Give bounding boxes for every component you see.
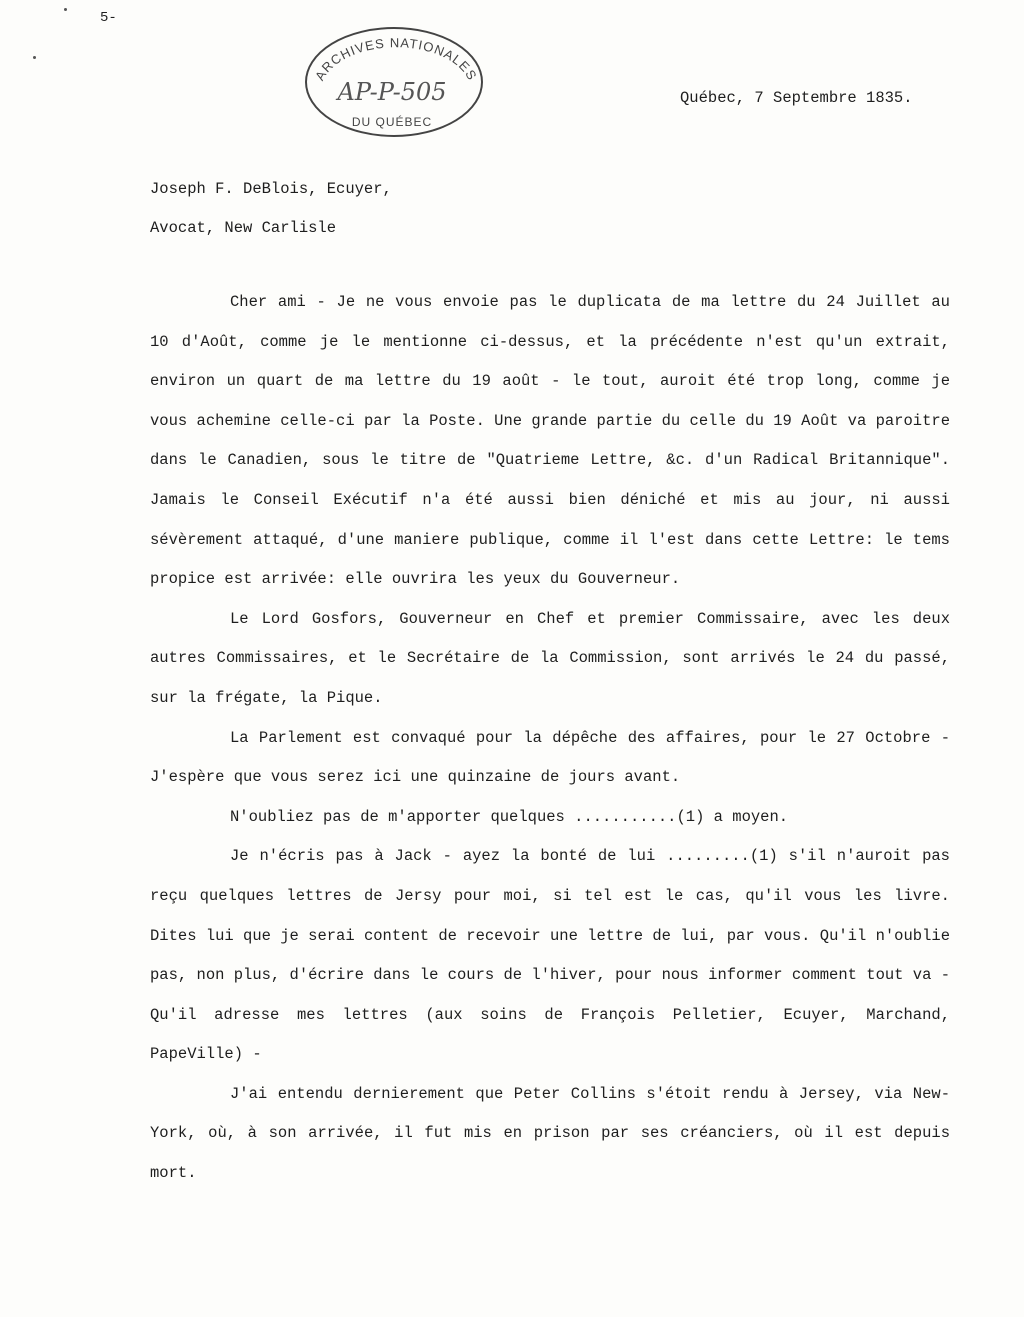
paragraph-5: Je n'écris pas à Jack - ayez la bonté de lui .........(1) s'il n'auroit pas reçu quelques lettres de Jersy pour moi, si tel est le cas, qu'il vous les livre. Dites lui que je serai content de recevoir une lettre de lui, par vous. Qu'il n'oublie pas, non plus, d'écrire dans le cours de l'hiver, pour nous informer comment tout va - Qu'il adresse mes lettres (aux soins de François Pelletier, Ecuyer, Marchand, PapeVille) - <box>150 847 950 1064</box>
letter-date: Québec, 7 Septembre 1835. <box>680 89 913 107</box>
paragraph-1: Cher ami - Je ne vous envoie pas le duplicata de ma lettre du 24 Juillet au 10 d'Août, comme je le mentionne ci-dessus, et la précédente n'est qu'un extrait, environ un quart de ma lettre du 19 août - le tout, auroit été trop long, comme je vous achemine celle-ci par la Poste. Une grande partie du celle du 19 Août va paroitre dans le Canadien, sous le titre de "Quatrieme Lettre, &c. d'un Radical Britannique". Jamais le Conseil Exécutif n'a été aussi bien déniché et mis au jour, ni aussi sévèrement attaqué, d'une maniere publique, comme il l'est dans cette Lettre: le tems propice est arrivée: elle ouvrira les yeux du Gouverneur. <box>150 293 950 589</box>
paragraph-3: La Parlement est convaqué pour la dépêche des affaires, pour le 27 Octobre - J'espère que vous serez ici une quinzaine de jours avant. <box>150 728 950 787</box>
archive-stamp <box>300 22 490 142</box>
page-number: 5- <box>100 10 117 26</box>
scan-speck <box>33 56 36 59</box>
addressee-block <box>150 170 392 248</box>
paragraph-4: N'oubliez pas de m'apporter quelques ...........(1) a moyen. <box>230 807 789 826</box>
paragraph-6: J'ai entendu dernierement que Peter Collins s'étoit rendu à Jersey, via New-York, où, à son arrivée, il fut mis en prison par ses créanciers, où il est depuis mort. <box>150 1084 950 1183</box>
addressee-location: Avocat, New Carlisle <box>150 219 337 237</box>
stamp-location: DU QUÉBEC <box>351 115 433 129</box>
paragraph-2: Le Lord Gosfors, Gouverneur en Chef et premier Commissaire, avec les deux autres Commissaires, et le Secrétaire de la Commission, sont arrivés le 24 du passé, sur la frégate, la Pique. <box>150 609 950 707</box>
scan-speck <box>64 8 67 11</box>
stamp-archive-name: ARCHIVES NATIONALES <box>311 35 481 84</box>
stamp-reference: AP-P-505 <box>337 78 447 106</box>
stamp-seal-icon <box>300 22 490 142</box>
letter-body <box>150 283 950 1194</box>
addressee-name: Joseph F. DeBlois, Ecuyer, <box>150 180 392 198</box>
